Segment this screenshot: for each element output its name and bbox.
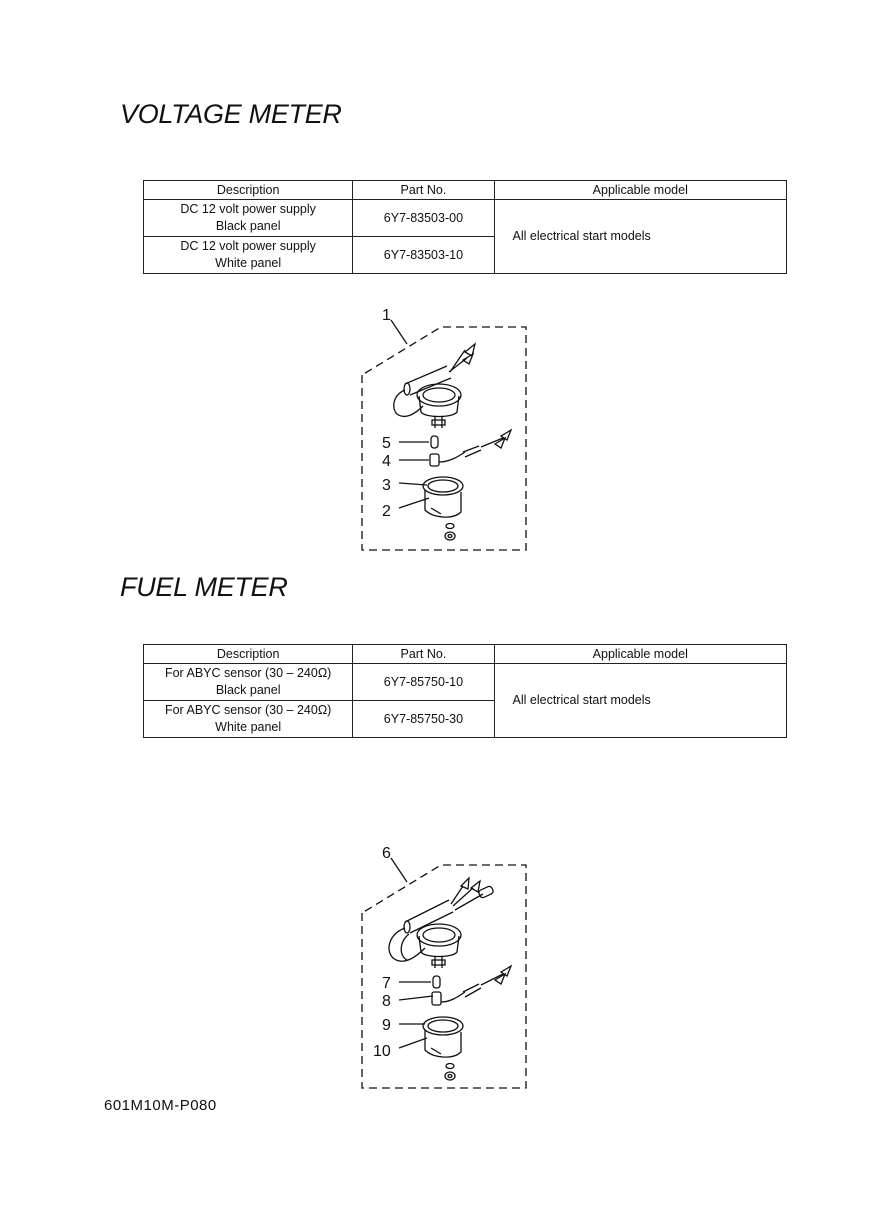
header-part-no: Part No. <box>353 181 494 200</box>
callout-number: 7 <box>382 975 391 992</box>
leader-line <box>391 858 407 882</box>
description-line: For ABYC sensor (30 – 240Ω) <box>164 703 332 717</box>
header-description: Description <box>144 181 353 200</box>
page-code: 601M10M-P080 <box>104 1097 217 1114</box>
description-cell <box>144 701 353 738</box>
description-cell <box>144 664 353 701</box>
bulb-icon <box>433 976 440 988</box>
fuel-meter-parts-table <box>143 644 787 738</box>
mounting-bracket-icon <box>423 1017 463 1057</box>
callout-number: 4 <box>382 453 391 470</box>
table-row <box>144 664 787 701</box>
washer-nut-icon <box>445 1064 455 1081</box>
fuel-meter-gauge-icon <box>417 924 461 968</box>
callout-number: 5 <box>382 435 391 452</box>
callout-number: 2 <box>382 503 391 520</box>
mounting-bracket-icon <box>423 477 463 517</box>
callout-number: 1 <box>382 307 391 324</box>
bulb-icon <box>431 436 438 448</box>
header-part-no: Part No. <box>353 645 494 664</box>
voltage-meter-title: VOLTAGE METER <box>120 99 342 129</box>
part-number: 6Y7-83503-00 <box>353 200 494 237</box>
table-header-row <box>144 645 787 664</box>
part-number: 6Y7-85750-10 <box>353 664 494 701</box>
header-description: Description <box>144 645 353 664</box>
callout-number: 6 <box>382 845 391 862</box>
panel-color: Black panel <box>215 219 281 233</box>
fuel-meter-title: FUEL METER <box>120 572 288 602</box>
part-number: 6Y7-85750-30 <box>353 701 494 738</box>
panel-color: White panel <box>215 720 282 734</box>
voltage-meter-parts-table <box>143 180 787 274</box>
voltage-meter-exploded-diagram <box>355 300 535 560</box>
applicable-model: All electrical start models <box>494 664 786 738</box>
callout-number: 8 <box>382 993 391 1010</box>
header-applicable-model: Applicable model <box>494 645 786 664</box>
bulb-socket-icon <box>430 430 511 466</box>
description-line: DC 12 volt power supply <box>180 239 316 253</box>
callout-number: 3 <box>382 477 391 494</box>
description-line: DC 12 volt power supply <box>180 202 316 216</box>
description-cell <box>144 237 353 274</box>
voltage-meter-gauge-icon <box>417 384 461 428</box>
description-line: For ABYC sensor (30 – 240Ω) <box>164 666 332 680</box>
part-number: 6Y7-83503-10 <box>353 237 494 274</box>
leader-line <box>399 996 433 1000</box>
meter-cable-icon <box>389 878 494 961</box>
panel-color: Black panel <box>215 683 281 697</box>
leader-line <box>399 1038 427 1048</box>
applicable-model: All electrical start models <box>494 200 786 274</box>
callout-number: 9 <box>382 1017 391 1034</box>
washer-nut-icon <box>445 524 455 541</box>
leader-line <box>391 320 407 344</box>
callout-number: 10 <box>373 1043 391 1060</box>
bulb-socket-icon <box>432 966 511 1005</box>
description-cell <box>144 200 353 237</box>
header-applicable-model: Applicable model <box>494 181 786 200</box>
panel-color: White panel <box>215 256 282 270</box>
fuel-meter-exploded-diagram <box>355 838 535 1098</box>
table-row <box>144 200 787 237</box>
table-header-row <box>144 181 787 200</box>
